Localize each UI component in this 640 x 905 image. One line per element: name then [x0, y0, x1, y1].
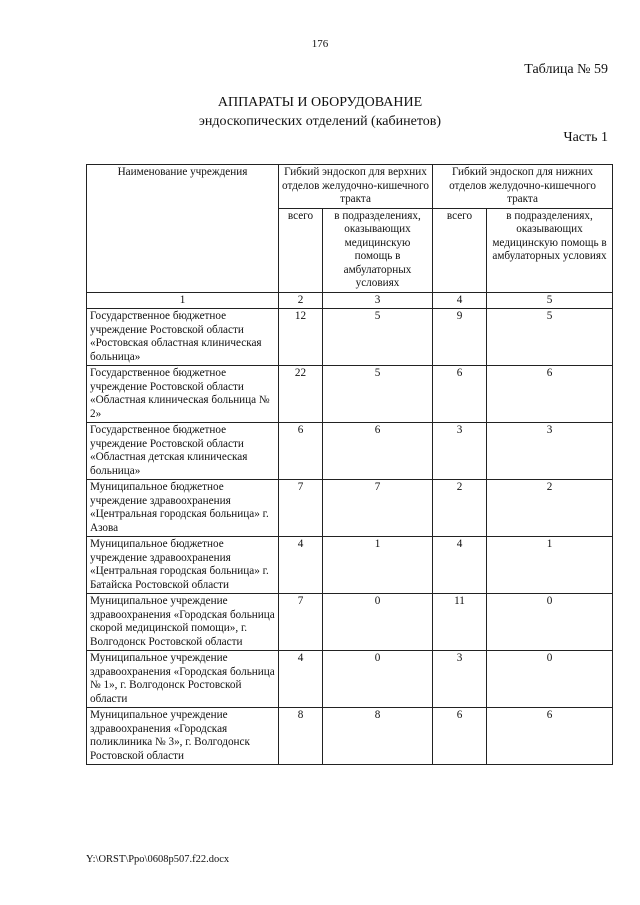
header-lower-endoscope: Гибкий эндоскоп для нижних отделов желудочно-кишечного тракта: [433, 165, 613, 209]
upper-total: 22: [279, 366, 323, 423]
lower-total: 3: [433, 651, 487, 708]
column-number: 2: [279, 292, 323, 309]
institution-name: Муниципальное бюджетное учреждение здравоохранения «Центральная городская больница» г. Азова: [87, 480, 279, 537]
column-number: 4: [433, 292, 487, 309]
institution-name: Муниципальное бюджетное учреждение здравоохранения «Центральная городская больница» г. Батайска Ростовской области: [87, 537, 279, 594]
document-title: АППАРАТЫ И ОБОРУДОВАНИЕ: [217, 95, 423, 110]
page-number: 176: [311, 38, 329, 50]
header-lower-outpatient: в подразделениях, оказывающих медицинскую помощь в амбулаторных условиях: [487, 208, 613, 292]
table-row: [87, 480, 613, 537]
lower-outpatient: 6: [487, 366, 613, 423]
header-row-1: [87, 165, 613, 209]
document-subtitle: эндоскопических отделений (кабинетов): [198, 114, 442, 129]
lower-outpatient: 3: [487, 423, 613, 480]
lower-total: 3: [433, 423, 487, 480]
upper-total: 6: [279, 423, 323, 480]
column-number: 1: [87, 292, 279, 309]
upper-total: 4: [279, 651, 323, 708]
upper-total: 7: [279, 594, 323, 651]
upper-outpatient: 5: [323, 366, 433, 423]
institution-name: Государственное бюджетное учреждение Ростовской области «Областная клиническая больница № 2»: [87, 366, 279, 423]
table-row: [87, 708, 613, 765]
upper-outpatient: 6: [323, 423, 433, 480]
lower-outpatient: 0: [487, 651, 613, 708]
institution-name: Государственное бюджетное учреждение Ростовской области «Областная детская клиническая больница»: [87, 423, 279, 480]
table-row: [87, 651, 613, 708]
institution-name: Государственное бюджетное учреждение Ростовской области «Ростовская областная клиническая больница»: [87, 309, 279, 366]
file-path-footer: Y:\ORST\Ppo\0608p507.f22.docx: [86, 854, 230, 865]
table-row: [87, 366, 613, 423]
lower-total: 6: [433, 708, 487, 765]
lower-total: 6: [433, 366, 487, 423]
table-label: Таблица № 59: [524, 62, 608, 77]
upper-outpatient: 5: [323, 309, 433, 366]
upper-outpatient: 0: [323, 594, 433, 651]
upper-total: 7: [279, 480, 323, 537]
lower-outpatient: 5: [487, 309, 613, 366]
table-row: [87, 594, 613, 651]
header-upper-endoscope: Гибкий эндоскоп для верхних отделов желудочно-кишечного тракта: [279, 165, 433, 209]
lower-outpatient: 1: [487, 537, 613, 594]
header-upper-total: всего: [279, 208, 323, 292]
institution-name: Муниципальное учреждение здравоохранения «Городская больница скорой медицинской помощи», г. Волгодонск Ростовской области: [87, 594, 279, 651]
table-row: [87, 309, 613, 366]
lower-outpatient: 0: [487, 594, 613, 651]
lower-total: 11: [433, 594, 487, 651]
table-row: [87, 423, 613, 480]
upper-outpatient: 7: [323, 480, 433, 537]
lower-outpatient: 6: [487, 708, 613, 765]
header-name: Наименование учреждения: [87, 165, 279, 293]
equipment-table: [86, 164, 613, 765]
table-row: [87, 537, 613, 594]
header-upper-outpatient: в подразделениях, оказывающих медицинскую помощь в амбулаторных условиях: [323, 208, 433, 292]
institution-name: Муниципальное учреждение здравоохранения «Городская больница № 1», г. Волгодонск Ростовской области: [87, 651, 279, 708]
upper-outpatient: 0: [323, 651, 433, 708]
upper-outpatient: 8: [323, 708, 433, 765]
upper-outpatient: 1: [323, 537, 433, 594]
upper-total: 4: [279, 537, 323, 594]
lower-total: 4: [433, 537, 487, 594]
upper-total: 12: [279, 309, 323, 366]
upper-total: 8: [279, 708, 323, 765]
institution-name: Муниципальное учреждение здравоохранения «Городская поликлиника № 3», г. Волгодонск Ростовской области: [87, 708, 279, 765]
part-label: Часть 1: [563, 130, 608, 145]
lower-total: 2: [433, 480, 487, 537]
header-lower-total: всего: [433, 208, 487, 292]
column-number-row: [87, 292, 613, 309]
lower-total: 9: [433, 309, 487, 366]
column-number: 3: [323, 292, 433, 309]
column-number: 5: [487, 292, 613, 309]
lower-outpatient: 2: [487, 480, 613, 537]
